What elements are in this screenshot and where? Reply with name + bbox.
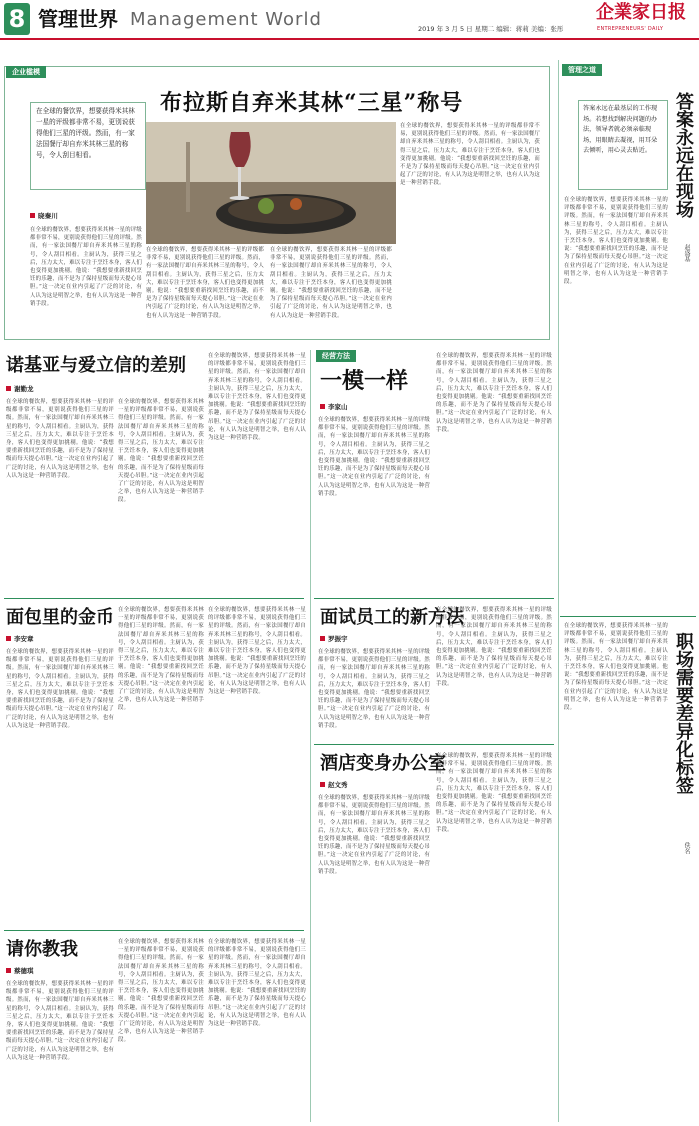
page-number: 8 [8, 5, 26, 33]
tip-author-line [6, 634, 34, 643]
divider-1 [4, 598, 304, 599]
divider-2 [314, 598, 554, 599]
position-author: 佚名 [683, 842, 690, 854]
interview-author-line [320, 634, 348, 643]
hotel-title: 酒店变身办公室 [320, 753, 446, 774]
page-header [0, 0, 699, 40]
michelin-col-4: 在全球的餐饮界，想要获得米其林一星的评级都非常不易，更别说获得他们三星的评级。然而，有一家法国餐厅却自弃米其林三星的称号，令人刮目相看。主厨认为，获得三星之后，压力太大，难以专注于烹饪本身，客人们也变得更加挑剔。他说：“我想要重新找回烹饪的乐趣，而不是为了保持星级而每天提心吊胆。”这一决定在业内引起了广泛的讨论，有人认为这是明智之举，也有人认为这是一种营销手段。 [400, 123, 540, 187]
same-author: 李家山 [328, 403, 348, 411]
tip-title: 面包里的金币 [6, 607, 114, 628]
divider-3 [314, 744, 554, 745]
teach-author-line [6, 966, 34, 975]
section-title-cn: 管理世界 [38, 7, 118, 31]
hotel-col-1: 在全球的餐饮界，想要获得米其林一星的评级都非常不易，更别说获得他们三星的评级。然而，有一家法国餐厅却自弃米其林三星的称号，令人刮目相看。主厨认为，获得三星之后，压力太大，难以专注于烹饪本身，客人们也变得更加挑剔。他说：“我想要重新找回烹饪的乐趣，而不是为了保持星级而每天提心吊胆。”这一决定在业内引起了广泛的讨论，有人认为这是明智之举，也有人认为这是一种营销手段。 [318, 795, 430, 875]
interview-col-1: 在全球的餐饮界，想要获得米其林一星的评级都非常不易，更别说获得他们三星的评级。然而，有一家法国餐厅却自弃米其林三星的称号，令人刮目相看。主厨认为，获得三星之后，压力太大，难以专注于烹饪本身，客人们也变得更加挑剔。他说：“我想要重新找回烹饪的乐趣，而不是为了保持星级而每天提心吊胆。”这一决定在业内引起了广泛的讨论，有人认为这是明智之举，也有人认为这是一种营销手段。 [318, 649, 430, 729]
teach-title: 请你教我 [6, 939, 78, 960]
nokia-title: 诺基亚与爱立信的差别 [6, 355, 186, 376]
teach-col-1: 在全球的餐饮界，想要获得米其林一星的评级都非常不易，更别说获得他们三星的评级。然而，有一家法国餐厅却自弃米其林三星的称号，令人刮目相看。主厨认为，获得三星之后，压力太大，难以专注于烹饪本身，客人们也变得更加挑剔。他说：“我想要重新找回烹饪的乐趣，而不是为了保持星级而每天提心吊胆。”这一决定在业内引起了广泛的讨论，有人认为这是明智之举，也有人认为这是一种营销手段。 [6, 981, 114, 1061]
teach-col-2: 在全球的餐饮界，想要获得米其林一星的评级都非常不易，更别说获得他们三星的评级。然而，有一家法国餐厅却自弃米其林三星的称号，令人刮目相看。主厨认为，获得三星之后，压力太大，难以专注于烹饪本身，客人们也变得更加挑剔。他说：“我想要重新找回烹饪的乐趣，而不是为了保持星级而每天提心吊胆。”这一决定在业内引起了广泛的讨论，有人认为这是明智之举，也有人认为这是一种营销手段。 [118, 939, 204, 1044]
same-col-1: 在全球的餐饮界，想要获得米其林一星的评级都非常不易，更别说获得他们三星的评级。然而，有一家法国餐厅却自弃米其林三星的称号，令人刮目相看。主厨认为，获得三星之后，压力太大，难以专注于烹饪本身，客人们也变得更加挑剔。他说：“我想要重新找回烹饪的乐趣，而不是为了保持星级而每天提心吊胆。”这一决定在业内引起了广泛的讨论，有人认为这是明智之举，也有人认为这是一种营销手段。 [318, 417, 430, 497]
right-col-separator [558, 60, 559, 1122]
paper-en: ENTREPRENEURS' DAILY [597, 26, 664, 32]
teach-col-3: 在全球的餐饮界，想要获得米其林一星的评级都非常不易，更别说获得他们三星的评级。然而，有一家法国餐厅却自弃米其林三星的称号，令人刮目相看。主厨认为，获得三星之后，压力太大，难以专注于烹饪本身，客人们也变得更加挑剔。他说：“我想要重新找回烹饪的乐趣，而不是为了保持星级而每天提心吊胆。”这一决定在业内引起了广泛的讨论，有人认为这是明智之举，也有人认为这是一种营销手段。 [208, 939, 306, 1028]
side-col-1: 在全球的餐饮界，想要获得米其林一星的评级都非常不易，更别说获得他们三星的评级。然而，有一家法国餐厅却自弃米其林三星的称号，令人刮目相看。主厨认为，获得三星之后，压力太大，难以专注于烹饪本身，客人们也变得更加挑剔。他说：“我想要重新找回烹饪的乐趣，而不是为了保持星级而每天提心吊胆。”这一决定在业内引起了广泛的讨论，有人认为这是明智之举，也有人认为这是一种营销手段。 [564, 197, 668, 286]
michelin-col-3: 在全球的餐饮界，想要获得米其林一星的评级都非常不易，更别说获得他们三星的评级。然而，有一家法国餐厅却自弃米其林三星的称号，令人刮目相看。主厨认为，获得三星之后，压力太大，难以专注于烹饪本身，客人们也变得更加挑剔。他说：“我想要重新找回烹饪的乐趣，而不是为了保持星级而每天提心吊胆。”这一决定在业内引起了广泛的讨论，有人认为这是明智之举，也有人认为这是一种营销手段。 [270, 247, 392, 319]
side-rule-top [560, 616, 696, 617]
tag-business: 经营方法 [316, 350, 356, 362]
michelin-author: 晓秦川 [38, 212, 59, 220]
michelin-author-line [30, 212, 140, 222]
teach-author: 蔡德琪 [14, 967, 34, 975]
nokia-col-3: 在全球的餐饮界，想要获得米其林一星的评级都非常不易，更别说获得他们三星的评级。然而，有一家法国餐厅却自弃米其林三星的称号，令人刮目相看。主厨认为，获得三星之后，压力太大，难以专注于烹饪本身，客人们也变得更加挑剔。他说：“我想要重新找回烹饪的乐趣，而不是为了保持星级而每天提心吊胆。”这一决定在业内引起了广泛的讨论，有人认为这是明智之举，也有人认为这是一种营销手段。 [208, 353, 306, 442]
interview-title: 面试员工的新方法 [320, 607, 464, 628]
hotel-author: 赵文秀 [328, 781, 348, 789]
tip-author: 李安章 [14, 635, 34, 643]
interview-author: 罗振宇 [328, 635, 348, 643]
michelin-headline: 布拉斯自弃米其林“三星”称号 [160, 90, 464, 116]
interview-col-2: 在全球的餐饮界，想要获得米其林一星的评级都非常不易，更别说获得他们三星的评级。然而，有一家法国餐厅却自弃米其林三星的称号，令人刮目相看。主厨认为，获得三星之后，压力太大，难以专注于烹饪本身，客人们也变得更加挑剔。他说：“我想要重新找回烹饪的乐趣，而不是为了保持星级而每天提心吊胆。”这一决定在业内引起了广泛的讨论，有人认为这是明智之举，也有人认为这是一种营销手段。 [436, 607, 552, 687]
michelin-photo [146, 122, 396, 244]
side-title: 答案永远在现场 [673, 92, 694, 218]
position-title: 职场需要差异化标签 [673, 632, 694, 794]
date-line: 2019 年 3 月 5 日 星期二 编辑：蒋莉 美编：张彤 [418, 25, 564, 33]
tip-col-1: 在全球的餐饮界，想要获得米其林一星的评级都非常不易，更别说获得他们三星的评级。然而，有一家法国餐厅却自弃米其林三星的称号，令人刮目相看。主厨认为，获得三星之后，压力太大，难以专注于烹饪本身，客人们也变得更加挑剔。他说：“我想要重新找回烹饪的乐趣，而不是为了保持星级而每天提心吊胆。”这一决定在业内引起了广泛的讨论，有人认为这是明智之举，也有人认为这是一种营销手段。 [6, 649, 114, 729]
tip-col-3: 在全球的餐饮界，想要获得米其林一星的评级都非常不易，更别说获得他们三星的评级。然而，有一家法国餐厅却自弃米其林三星的称号，令人刮目相看。主厨认为，获得三星之后，压力太大，难以专注于烹饪本身，客人们也变得更加挑剔。他说：“我想要重新找回烹饪的乐趣，而不是为了保持星级而每天提心吊胆。”这一决定在业内引起了广泛的讨论，有人认为这是明智之举，也有人认为这是一种营销手段。 [208, 607, 306, 696]
section-title-en: Management World [130, 9, 322, 30]
paper-name: 企業家日报 [596, 2, 686, 23]
michelin-col-1: 在全球的餐饮界，想要获得米其林一星的评级都非常不易，更别说获得他们三星的评级。然而，有一家法国餐厅却自弃米其林三星的称号，令人刮目相看。主厨认为，获得三星之后，压力太大，难以专注于烹饪本身，客人们也变得更加挑剔。他说：“我想要重新找回烹饪的乐趣，而不是为了保持星级而每天提心吊胆。”这一决定在业内引起了广泛的讨论，有人认为这是明智之举，也有人认为这是一种营销手段。 [30, 227, 142, 307]
same-author-line [320, 402, 348, 411]
nokia-author-line [6, 384, 34, 393]
michelin-col-2: 在全球的餐饮界，想要获得米其林一星的评级都非常不易，更别说获得他们三星的评级。然而，有一家法国餐厅却自弃米其林三星的称号，令人刮目相看。主厨认为，获得三星之后，压力太大，难以专注于烹饪本身，客人们也变得更加挑剔。他说：“我想要重新找回烹饪的乐趣，而不是为了保持星级而每天提心吊胆。”这一决定在业内引起了广泛的讨论，有人认为这是明智之举，也有人认为这是一种营销手段。 [146, 247, 264, 319]
tag-enterprise: 企业槛模 [6, 66, 46, 78]
same-col-2: 在全球的餐饮界，想要获得米其林一星的评级都非常不易，更别说获得他们三星的评级。然而，有一家法国餐厅却自弃米其林三星的称号，令人刮目相看。主厨认为，获得三星之后，压力太大，难以专注于烹饪本身，客人们也变得更加挑剔。他说：“我想要重新找回烹饪的乐趣，而不是为了保持星级而每天提心吊胆。”这一决定在业内引起了广泛的讨论，有人认为这是明智之举，也有人认为这是一种营销手段。 [436, 353, 552, 433]
tip-col-2: 在全球的餐饮界，想要获得米其林一星的评级都非常不易，更别说获得他们三星的评级。然而，有一家法国餐厅却自弃米其林三星的称号，令人刮目相看。主厨认为，获得三星之后，压力太大，难以专注于烹饪本身，客人们也变得更加挑剔。他说：“我想要重新找回烹饪的乐趣，而不是为了保持星级而每天提心吊胆。”这一决定在业内引起了广泛的讨论，有人认为这是明智之举，也有人认为这是一种营销手段。 [118, 607, 204, 712]
michelin-lead: 在全球的餐饮界，想要获得米其林一星的评级都非常不易，更别说获得他们三星的评级。然而，有一家法国餐厅却自弃米其林三星的称号，令人刮目相看。 [36, 107, 135, 159]
same-title: 一模一样 [320, 369, 409, 394]
nokia-col-2: 在全球的餐饮界，想要获得米其林一星的评级都非常不易，更别说获得他们三星的评级。然而，有一家法国餐厅却自弃米其林三星的称号，令人刮目相看。主厨认为，获得三星之后，压力太大，难以专注于烹饪本身，客人们也变得更加挑剔。他说：“我想要重新找回烹饪的乐趣，而不是为了保持星级而每天提心吊胆。”这一决定在业内引起了广泛的讨论，有人认为这是明智之举，也有人认为这是一种营销手段。 [118, 399, 204, 504]
mid-separator [310, 350, 311, 1122]
hotel-col-2: 在全球的餐饮界，想要获得米其林一星的评级都非常不易，更别说获得他们三星的评级。然而，有一家法国餐厅却自弃米其林三星的称号，令人刮目相看。主厨认为，获得三星之后，压力太大，难以专注于烹饪本身，客人们也变得更加挑剔。他说：“我想要重新找回烹饪的乐趣，而不是为了保持星级而每天提心吊胆。”这一决定在业内引起了广泛的讨论，有人认为这是明智之举，也有人认为这是一种营销手段。 [436, 753, 552, 833]
position-col-1: 在全球的餐饮界，想要获得米其林一星的评级都非常不易，更别说获得他们三星的评级。然而，有一家法国餐厅却自弃米其林三星的称号，令人刮目相看。主厨认为，获得三星之后，压力太大，难以专注于烹饪本身，客人们也变得更加挑剔。他说：“我想要重新找回烹饪的乐趣，而不是为了保持星级而每天提心吊胆。”这一决定在业内引起了广泛的讨论，有人认为这是明智之举，也有人认为这是一种营销手段。 [564, 623, 668, 712]
side-author: 赵盛基 [683, 244, 690, 262]
nokia-col-1: 在全球的餐饮界，想要获得米其林一星的评级都非常不易，更别说获得他们三星的评级。然而，有一家法国餐厅却自弃米其林三星的称号，令人刮目相看。主厨认为，获得三星之后，压力太大，难以专注于烹饪本身，客人们也变得更加挑剔。他说：“我想要重新找回烹饪的乐趣，而不是为了保持星级而每天提心吊胆。”这一决定在业内引起了广泛的讨论，有人认为这是明智之举，也有人认为这是一种营销手段。 [6, 399, 114, 479]
wine-glass-icon [146, 122, 396, 244]
side-lead: 答案永远在最基层的工作现场。若想找到解决问题的办法，领导者就必须亲临现场，用眼睛去凝视，用耳朵去倾听，用心灵去贴近。 [583, 105, 658, 154]
divider-4 [4, 930, 304, 931]
nokia-author: 谢勤龙 [14, 385, 34, 393]
hotel-author-line [320, 780, 348, 789]
tag-management: 管理之道 [562, 64, 602, 76]
header-rule [0, 38, 699, 40]
